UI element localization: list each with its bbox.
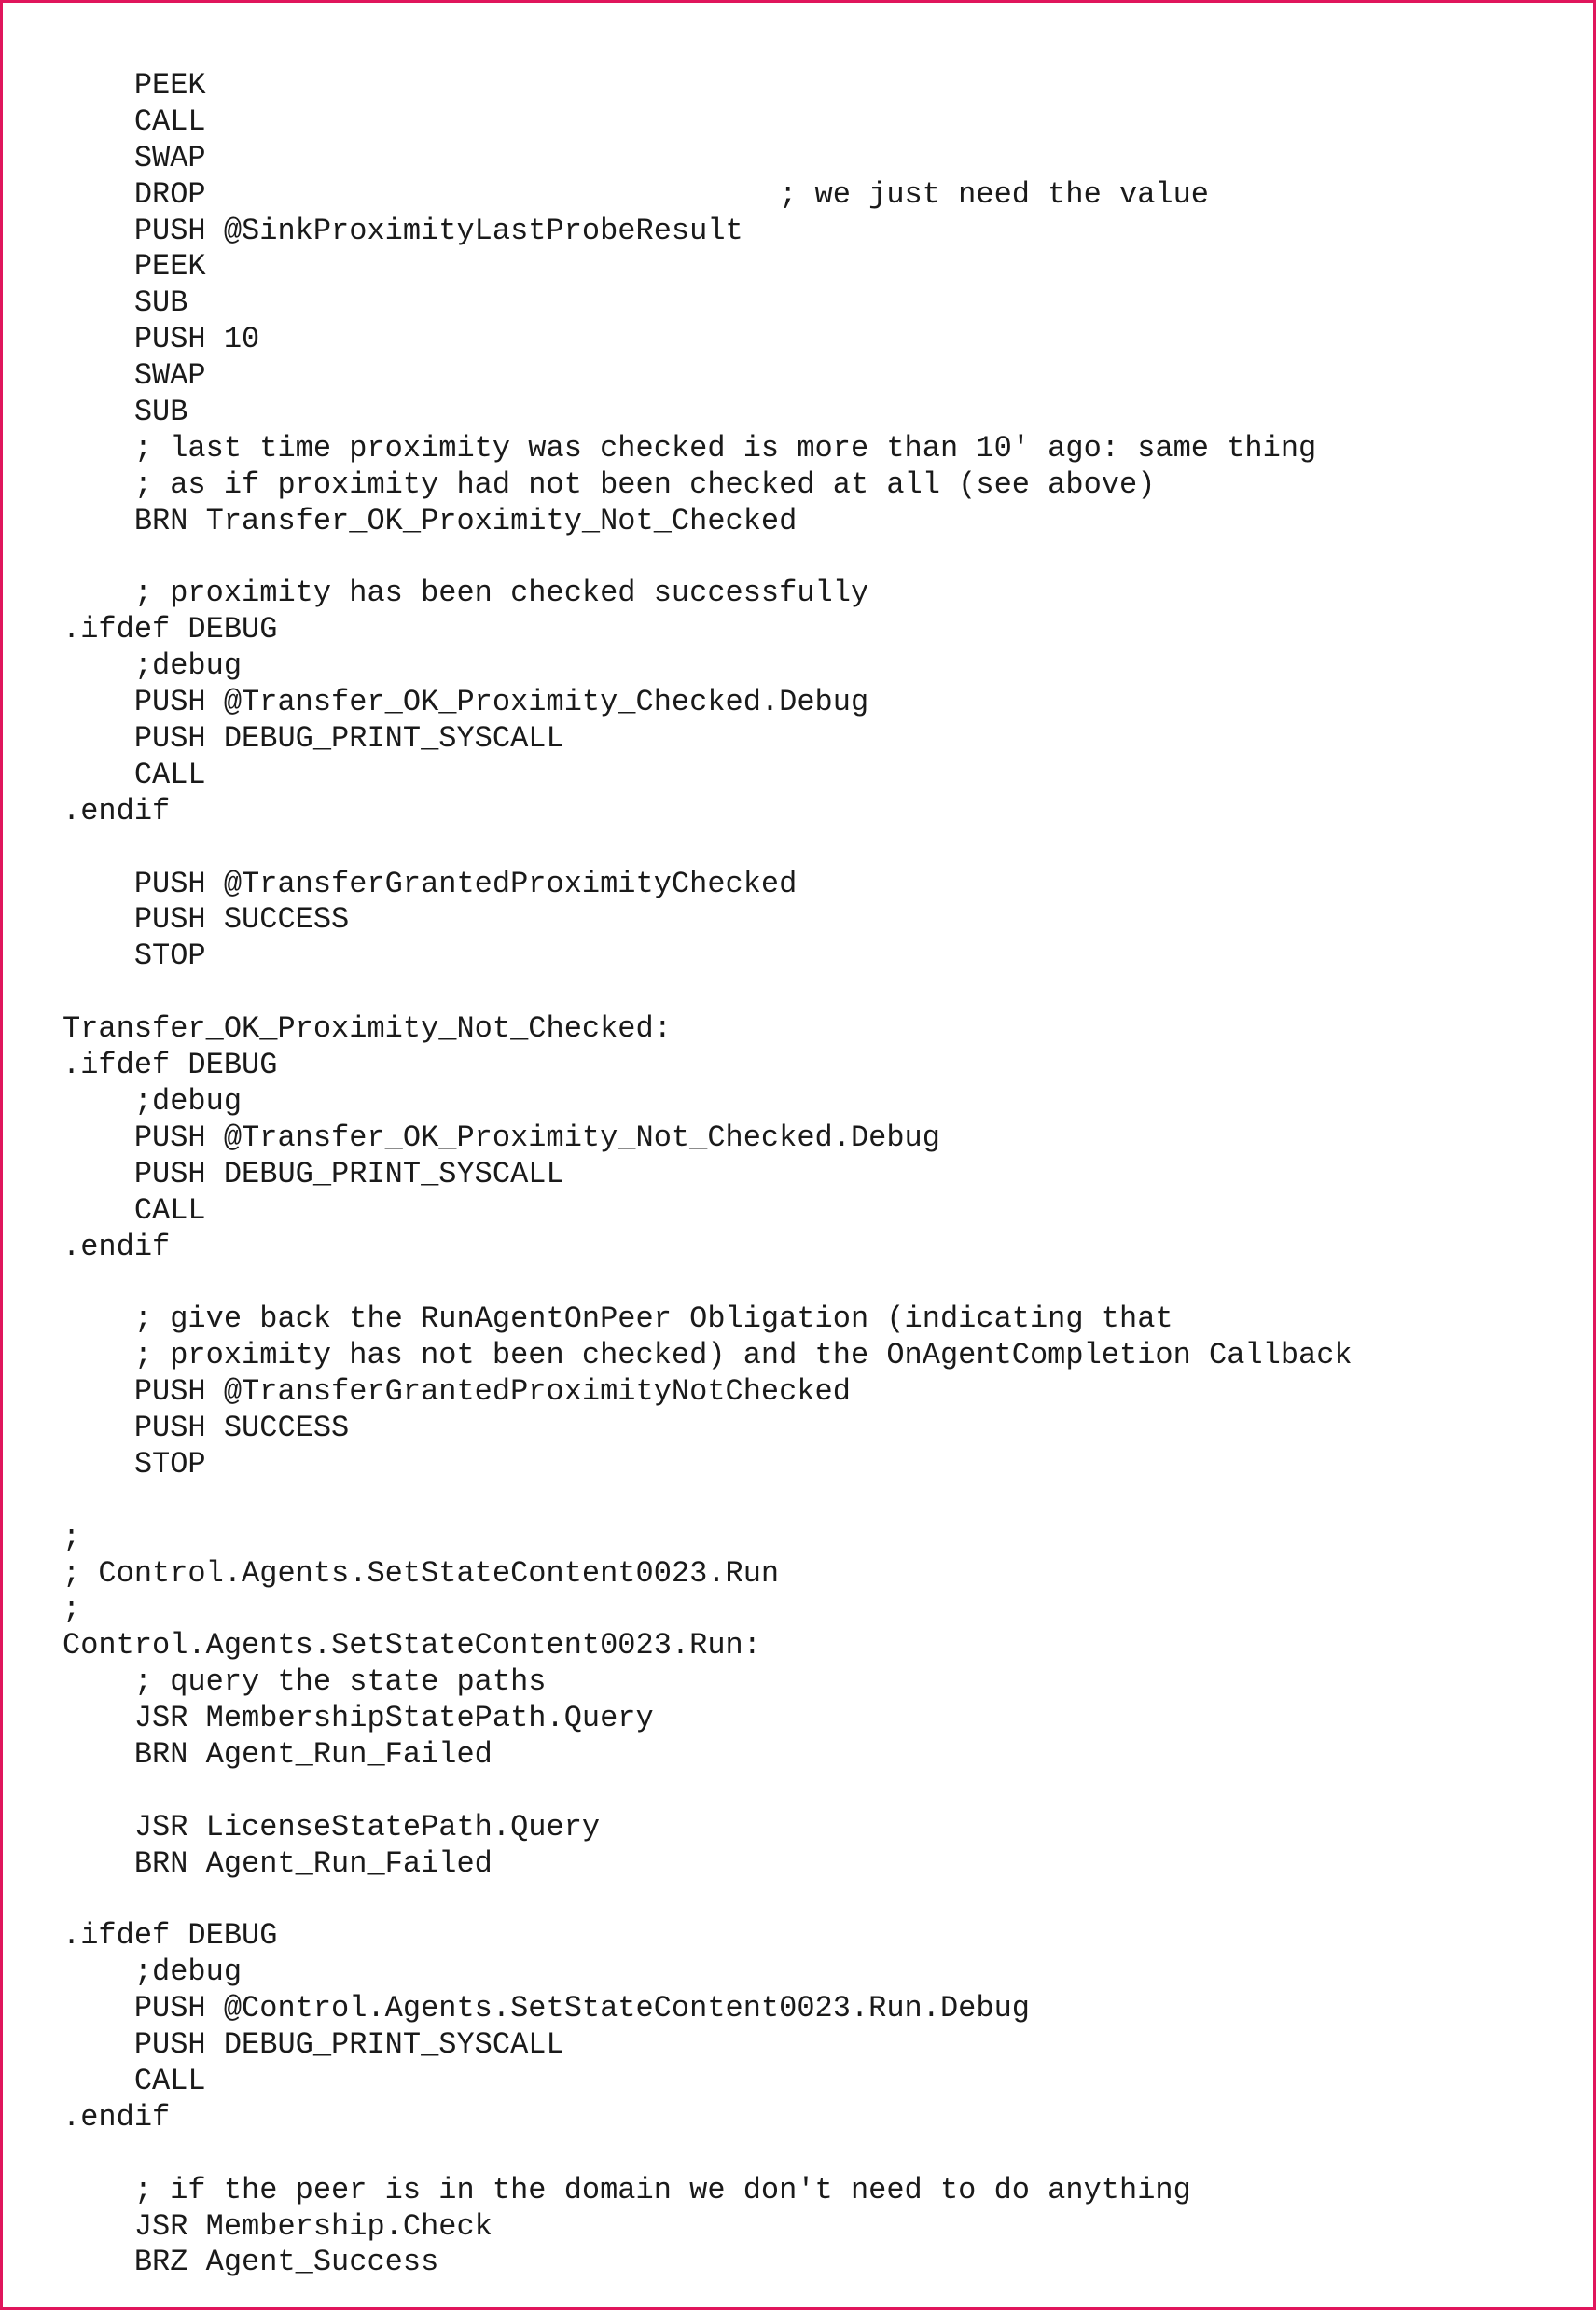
code-line: PUSH DEBUG_PRINT_SYSCALL: [62, 2027, 564, 2063]
code-line: ;debug: [62, 648, 243, 684]
code-line: PUSH DEBUG_PRINT_SYSCALL: [62, 1156, 564, 1191]
code-line: JSR Membership.Check: [62, 2208, 493, 2244]
code-line: CALL: [62, 757, 206, 792]
code-line: [62, 975, 1353, 1011]
code-line: PUSH SUCCESS: [62, 1410, 350, 1445]
code-line: CALL: [62, 1192, 206, 1228]
code-line: JSR LicenseStatePath.Query: [62, 1809, 601, 1844]
code-line: PEEK: [62, 68, 206, 103]
code-line: PUSH @Transfer_OK_Proximity_Not_Checked.Debug: [62, 1120, 940, 1155]
code-line: Control.Agents.SetStateContent0023.Run:: [62, 1628, 761, 1663]
code-line: PUSH DEBUG_PRINT_SYSCALL: [62, 721, 564, 757]
code-line: .ifdef DEBUG: [62, 1918, 278, 1954]
code-line: STOP: [62, 1446, 206, 1482]
code-line: DROP ; we just need the value: [62, 176, 1209, 212]
code-line: .ifdef DEBUG: [62, 612, 278, 647]
code-line: ; proximity has been checked successfully: [62, 576, 869, 611]
code-line: [62, 1265, 1353, 1301]
code-line: PUSH @Transfer_OK_Proximity_Checked.Debug: [62, 685, 869, 720]
code-line: ;debug: [62, 1955, 243, 1990]
code-line: PUSH @TransferGrantedProximityChecked: [62, 866, 798, 901]
code-line: Transfer_OK_Proximity_Not_Checked:: [62, 1011, 672, 1047]
code-line: SWAP: [62, 140, 206, 175]
code-line: CALL: [62, 104, 206, 139]
code-line: [62, 540, 1353, 577]
code-line: ; as if proximity had not been checked at all (see above): [62, 466, 1156, 502]
code-line: JSR MembershipStatePath.Query: [62, 1701, 654, 1736]
code-line: PUSH SUCCESS: [62, 902, 350, 938]
code-line: PEEK: [62, 249, 206, 285]
code-line: BRN Agent_Run_Failed: [62, 1845, 493, 1881]
code-line: [62, 2136, 1353, 2173]
code-line: SWAP: [62, 358, 206, 394]
code-line: ;: [62, 1519, 81, 1554]
code-line: ; give back the RunAgentOnPeer Obligation (indicating that: [62, 1301, 1173, 1337]
code-line: [62, 830, 1353, 867]
code-line: ; query the state paths: [62, 1664, 547, 1700]
code-line: STOP: [62, 939, 206, 974]
code-line: PUSH @SinkProximityLastProbeResult: [62, 213, 743, 248]
code-line: [62, 1883, 1353, 1919]
code-line: [62, 1774, 1353, 1810]
code-line: BRN Agent_Run_Failed: [62, 1736, 493, 1772]
code-line: ; proximity has not been checked) and the OnAgentCompletion Callback: [62, 1338, 1353, 1373]
code-line: .ifdef DEBUG: [62, 1048, 278, 1083]
code-line: BRZ Agent_Success: [62, 2245, 439, 2280]
code-listing: [62, 68, 1353, 2281]
code-line: ; last time proximity was checked is more than 10' ago: same thing: [62, 430, 1317, 466]
code-line: ;: [62, 1592, 81, 1627]
code-line: PUSH @TransferGrantedProximityNotChecked: [62, 1374, 851, 1410]
code-line: .endif: [62, 1229, 171, 1264]
code-line: ; Control.Agents.SetStateContent0023.Run: [62, 1555, 780, 1591]
code-line: CALL: [62, 2063, 206, 2098]
code-line: ;debug: [62, 1083, 243, 1119]
code-line: .endif: [62, 793, 171, 828]
code-line: .endif: [62, 2099, 171, 2135]
code-line: ; if the peer is in the domain we don't need to do anything: [62, 2172, 1191, 2207]
code-line: SUB: [62, 285, 188, 321]
code-line: [62, 1483, 1353, 1520]
code-line: BRN Transfer_OK_Proximity_Not_Checked: [62, 503, 798, 538]
code-line: PUSH @Control.Agents.SetStateContent0023.Run.Debug: [62, 1991, 1030, 2026]
code-line: SUB: [62, 395, 188, 430]
code-line: PUSH 10: [62, 322, 260, 357]
